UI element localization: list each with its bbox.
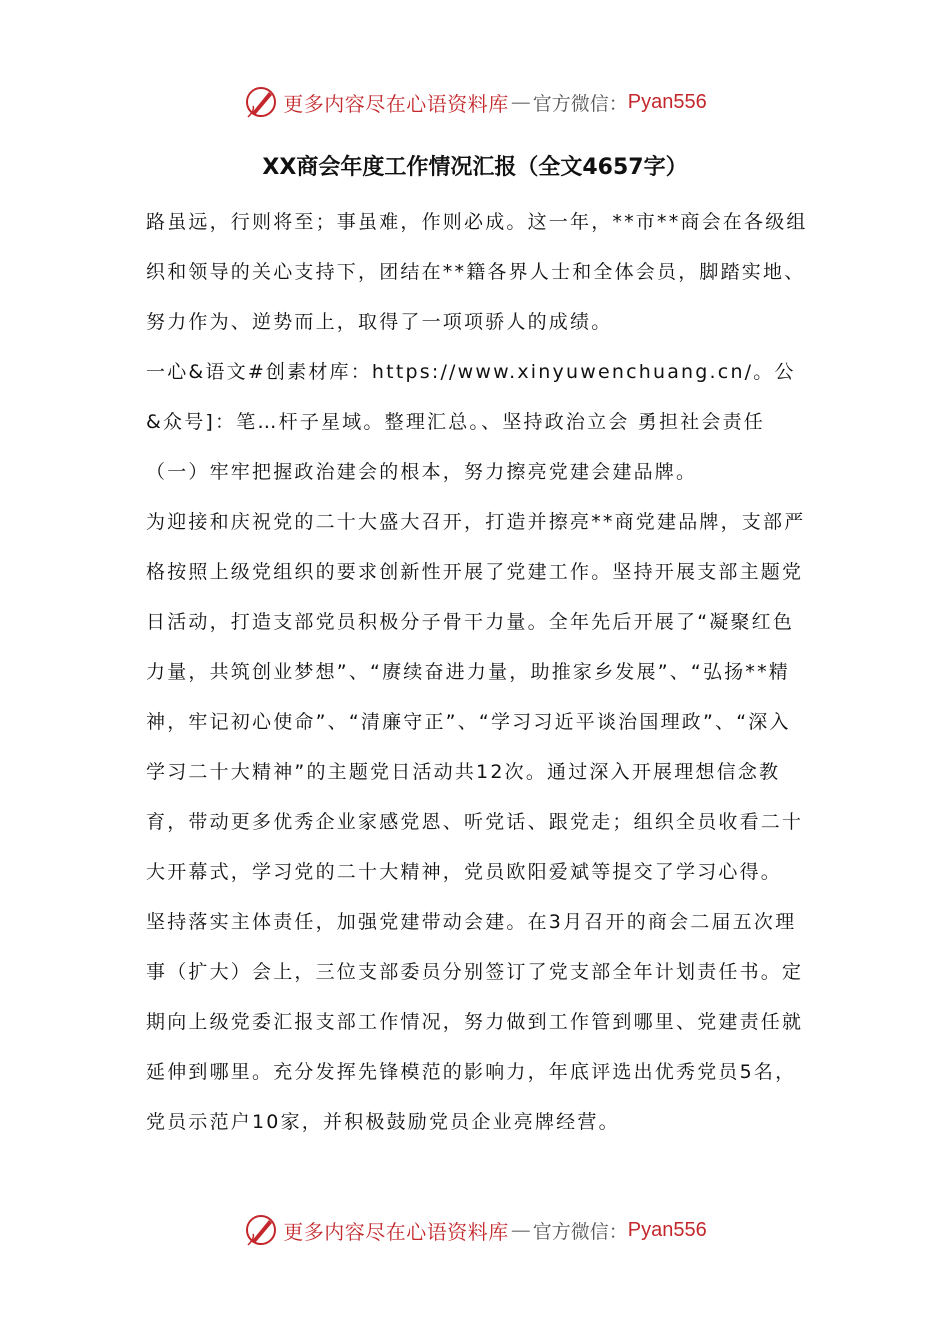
banner-wechat-id: Pyan556	[627, 1218, 707, 1241]
banner-sub-text: 官方微信：	[532, 1220, 628, 1243]
paragraph: 路虽远，行则将至；事虽难，作则必成。这一年，**市**商会在各级组织和领导的关心支持下，团结在**籍各界人士和全体会员，脚踏实地、努力作为、逆势而上，取得了一项项骄人的成绩。	[146, 211, 808, 333]
banner-dash: —	[510, 90, 531, 114]
banner-sub-text: 官方微信：	[532, 92, 628, 115]
footer-banner	[0, 1210, 950, 1250]
banner-dash: —	[510, 1218, 531, 1242]
document-body	[146, 197, 808, 1147]
quill-pen-logo-icon	[243, 84, 279, 120]
paragraph: 一心&语文#创素材库：https://www.xinyuwenchuang.cn/。公&众号]：笔…杆子星域。整理汇总。、坚持政治立会 勇担社会责任	[146, 361, 796, 433]
paragraph: （一）牢牢把握政治建会的根本，努力擦亮党建会建品牌。	[146, 461, 698, 483]
banner-main-text: 更多内容尽在心语资料库	[283, 1219, 509, 1244]
header-banner	[0, 82, 950, 122]
paragraph: 坚持落实主体责任，加强党建带动会建。在3月召开的商会二届五次理事（扩大）会上，三位支部委员分别签订了党支部全年计划责任书。定期向上级党委汇报支部工作情况，努力做到工作管到哪里、党建责任就延伸到哪里。充分发挥先锋模范的影响力，年底评选出优秀党员5名，党员示范户10家，并积极鼓励党员企业亮牌经营。	[146, 911, 804, 1133]
paragraph: 为迎接和庆祝党的二十大盛大召开，打造并擦亮**商党建品牌，支部严格按照上级党组织的要求创新性开展了党建工作。坚持开展支部主题党日活动，打造支部党员积极分子骨干力量。全年先后开展了“凝聚红色力量，共筑创业梦想”、“赓续奋进力量，助推家乡发展”、“弘扬**精神，牢记初心使命”、“清廉守正”、“学习习近平谈治国理政”、“深入学习二十大精神”的主题党日活动共12次。通过深入开展理想信念教育，带动更多优秀企业家感党恩、听党话、跟党走；组织全员收看二十大开幕式，学习党的二十大精神，党员欧阳爱斌等提交了学习心得。	[146, 511, 806, 883]
banner-wechat-id: Pyan556	[627, 90, 707, 113]
quill-pen-logo-icon	[243, 1212, 279, 1248]
banner-main-text: 更多内容尽在心语资料库	[283, 91, 509, 116]
document-title: XX商会年度工作情况汇报（全文4657字）	[262, 155, 688, 180]
